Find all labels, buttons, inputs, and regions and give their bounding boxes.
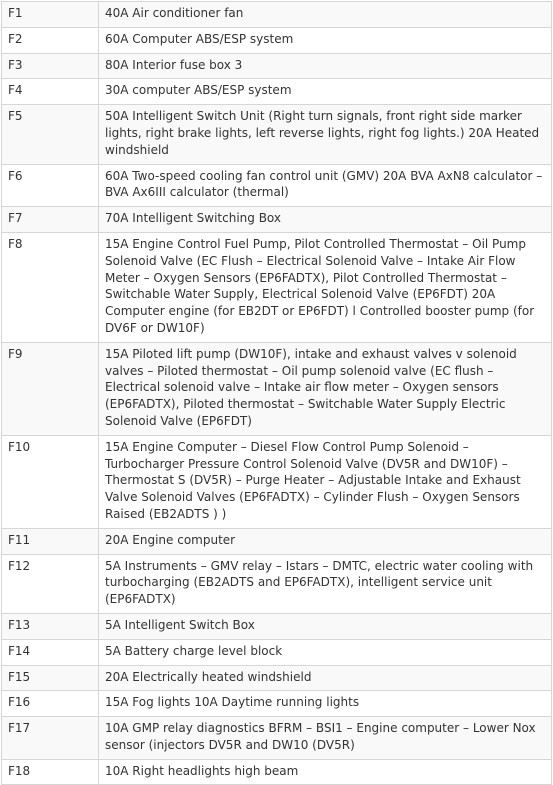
fuse-number-cell: F18 — [2, 759, 99, 785]
fuse-number-cell: F11 — [2, 528, 99, 554]
table-row — [2, 435, 552, 528]
fuse-number-cell: F12 — [2, 554, 99, 613]
table-row — [2, 639, 552, 665]
fuse-description-cell: 60A Two-speed cooling fan control unit (GMV) 20A BVA AxN8 calculator – BVA Ax6III calculator (thermal) — [99, 164, 552, 207]
fuse-description-cell: 10A GMP relay diagnostics BFRM – BSI1 – Engine computer – Lower Nox sensor (injectors DV5R and DW10 (DV5R) — [99, 717, 552, 760]
table-row — [2, 717, 552, 760]
table-row — [2, 691, 552, 717]
fuse-description-cell: 20A Electrically heated windshield — [99, 665, 552, 691]
fuse-description-cell: 5A Battery charge level block — [99, 639, 552, 665]
table-row — [2, 342, 552, 435]
fuse-description-cell: 15A Engine Computer – Diesel Flow Control Pump Solenoid – Turbocharger Pressure Control Solenoid Valve (DV5R and DW10F) – Thermostat S (DV5R) – Purge Heater – Adjustable Intake and Exhaust Valve Solenoid Valves (EP6FADTX) – Cylinder Flush – Oxygen Sensors Raised (EB2ADTS ) ) — [99, 435, 552, 528]
fuse-number-cell: F16 — [2, 691, 99, 717]
fuse-description-cell: 80A Interior fuse box 3 — [99, 53, 552, 79]
fuse-description-cell: 30A computer ABS/ESP system — [99, 79, 552, 105]
table-row — [2, 528, 552, 554]
table-row — [2, 613, 552, 639]
table-row — [2, 207, 552, 233]
fuse-number-cell: F9 — [2, 342, 99, 435]
fuse-description-cell: 60A Computer ABS/ESP system — [99, 27, 552, 53]
fuse-number-cell: F17 — [2, 717, 99, 760]
table-row — [2, 27, 552, 53]
fuse-number-cell: F10 — [2, 435, 99, 528]
fuse-number-cell: F3 — [2, 53, 99, 79]
fuse-number-cell: F8 — [2, 232, 99, 342]
table-row — [2, 759, 552, 785]
fuse-number-cell: F7 — [2, 207, 99, 233]
fuse-description-cell: 15A Piloted lift pump (DW10F), intake and exhaust valves v solenoid valves – Piloted thermostat – Oil pump solenoid valve (EC flush – Electrical solenoid valve – Intake air flow meter – Oxygen sensors (EP6FADTX), Piloted thermostat – Switchable Water Supply Electric Solenoid Valve (EP6FDT) — [99, 342, 552, 435]
table-row — [2, 232, 552, 342]
fuse-number-cell: F15 — [2, 665, 99, 691]
table-row — [2, 665, 552, 691]
table-row — [2, 554, 552, 613]
fuse-description-cell: 5A Instruments – GMV relay – Istars – DMTC, electric water cooling with turbocharging (EB2ADTS and EP6FADTX), intelligent service unit (EP6FADTX) — [99, 554, 552, 613]
table-row — [2, 2, 552, 28]
fuse-number-cell: F6 — [2, 164, 99, 207]
fuse-description-cell: 15A Fog lights 10A Daytime running lights — [99, 691, 552, 717]
table-row — [2, 79, 552, 105]
fuse-description-cell: 5A Intelligent Switch Box — [99, 613, 552, 639]
fuse-table — [1, 1, 552, 785]
fuse-description-cell: 70A Intelligent Switching Box — [99, 207, 552, 233]
fuse-description-cell: 15A Engine Control Fuel Pump, Pilot Controlled Thermostat – Oil Pump Solenoid Valve (EC Flush – Electrical Solenoid Valve – Intake Air Flow Meter – Oxygen Sensors (EP6FADTX), Pilot Controlled Thermostat – Switchable Water Supply, Electrical Solenoid Valve (EP6FDT) 20A Computer engine (for EB2DT or EP6FDT) l Controlled booster pump (for DV6F or DW10F) — [99, 232, 552, 342]
table-row — [2, 164, 552, 207]
fuse-number-cell: F2 — [2, 27, 99, 53]
fuse-description-cell: 10A Right headlights high beam — [99, 759, 552, 785]
fuse-description-cell: 50A Intelligent Switch Unit (Right turn signals, front right side marker lights, right brake lights, left reverse lights, right fog lights.) 20A Heated windshield — [99, 105, 552, 164]
table-row — [2, 105, 552, 164]
fuse-number-cell: F1 — [2, 2, 99, 28]
fuse-description-cell: 20A Engine computer — [99, 528, 552, 554]
fuse-number-cell: F13 — [2, 613, 99, 639]
fuse-number-cell: F5 — [2, 105, 99, 164]
fuse-description-cell: 40A Air conditioner fan — [99, 2, 552, 28]
table-row — [2, 53, 552, 79]
fuse-number-cell: F4 — [2, 79, 99, 105]
fuse-number-cell: F14 — [2, 639, 99, 665]
